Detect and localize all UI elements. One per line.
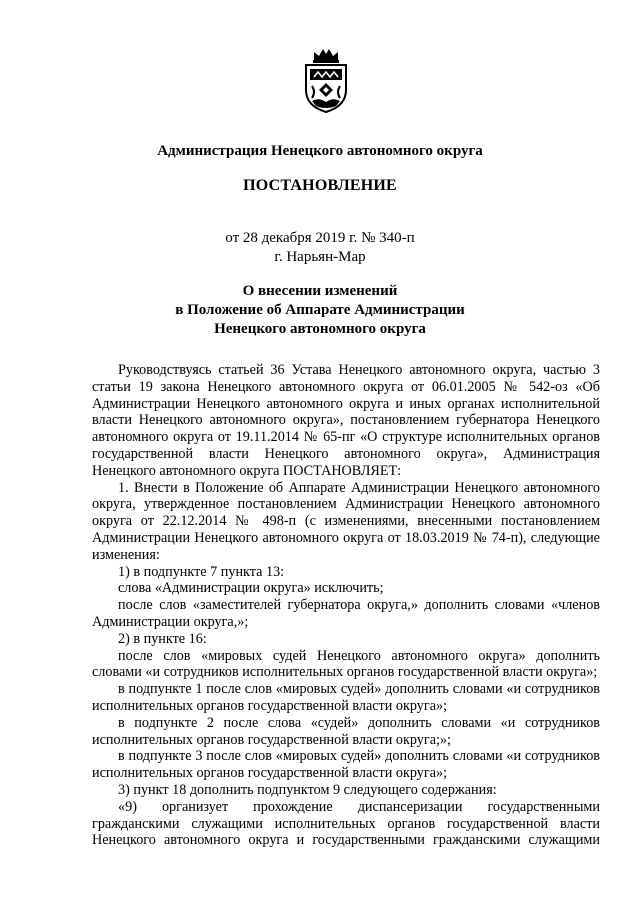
title-line-3: Ненецкого автономного округа <box>214 321 426 337</box>
paragraph-12: «9) организует прохождение диспансеризации государственными гражданскими служащими исполнительных органов государственной власти Ненецкого автономного округа и государственными гражданскими служащими <box>92 798 600 849</box>
paragraph-4: слова «Администрации округа» исключить; <box>118 580 384 597</box>
paragraph-11: 3) пункт 18 дополнить подпунктом 9 следующего содержания: <box>118 781 497 798</box>
date-number: от 28 декабря 2019 г. № 340-п <box>225 230 415 246</box>
paragraph-2: 1. Внести в Положение об Аппарате Администрации Ненецкого автономного округа, утвержденное постановлением Администрации Ненецкого автономного округа от 22.12.2014 № 498-п (с изменениями, внесенными постановлением Администрации Ненецкого автономного округа от 18.03.2019 № 74-п), следующие изменения: <box>92 479 600 563</box>
city: г. Нарьян-Мар <box>274 249 366 265</box>
paragraph-5: после слов «заместителей губернатора округа,» дополнить словами «членов Администрации округа,»; <box>92 597 600 630</box>
paragraph-8: в подпункте 1 после слов «мировых судей» дополнить словами «и сотрудников исполнительных органов государственной власти округа»; <box>92 681 600 714</box>
paragraph-1: Руководствуясь статьей 36 Устава Ненецкого автономного округа, частью 3 статьи 19 закона Ненецкого автономного округа от 06.01.2005 № 542-оз «Об Администрации Ненецкого автономного округа и иных органах исполнительной власти Ненецкого автономного округа», постановлением губернатора Ненецкого автономного округа от 19.11.2014 № 65-пг «О структуре исполнительных органов государственной власти Ненецкого автономного округа», Администрация Ненецкого автономного округа ПОСТАНОВЛЯЕТ: <box>92 362 600 479</box>
paragraph-7: после слов «мировых судей Ненецкого автономного округа» дополнить словами «и сотрудников исполнительных органов государственной власти округа»; <box>92 647 600 681</box>
title-line-2: в Положение об Аппарате Администрации <box>175 302 465 318</box>
paragraph-3: 1) в подпункте 7 пункта 13: <box>118 563 285 580</box>
organization-heading: Администрация Ненецкого автономного округа <box>157 143 483 159</box>
paragraph-9: в подпункте 2 после слова «судей» дополнить словами «и сотрудников исполнительных органов государственной власти округа;»; <box>92 714 600 748</box>
document-body <box>92 362 600 849</box>
paragraph-6: 2) в пункте 16: <box>118 630 207 647</box>
paragraph-10: в подпункте 3 после слов «мировых судей» дополнить словами «и сотрудников исполнительных органов государственной власти округа»; <box>92 748 600 782</box>
title-line-1: О внесении изменений <box>242 283 398 299</box>
coat-of-arms-icon <box>302 46 350 114</box>
document-type: ПОСТАНОВЛЕНИЕ <box>243 177 397 194</box>
